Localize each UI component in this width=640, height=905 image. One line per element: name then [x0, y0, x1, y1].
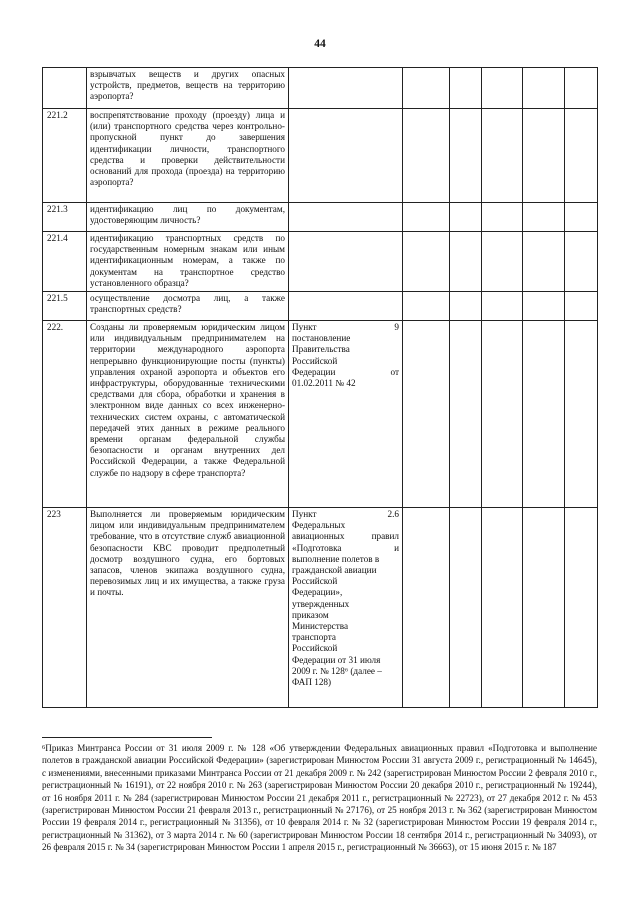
- basis-line: ФАП 128): [292, 677, 332, 688]
- empty-answer-cell: [565, 109, 598, 203]
- empty-answer-cell: [403, 292, 450, 321]
- row-question: взрывчатых веществ и других опасных устройств, предметов, веществ на территорию аэропорта?: [87, 68, 289, 109]
- basis-line: Правительства: [292, 344, 350, 355]
- basis-line: [292, 509, 399, 520]
- basis-line-left: авиационных: [292, 531, 345, 542]
- checklist-table: [42, 67, 598, 708]
- row-legal-basis: [289, 68, 403, 109]
- empty-answer-cell: [450, 292, 482, 321]
- basis-line-right: 9: [394, 322, 399, 332]
- empty-answer-cell: [565, 321, 598, 508]
- footnote-separator: [42, 737, 212, 738]
- basis-line-right: 2.6: [387, 509, 399, 519]
- basis-line-left: Федерации: [292, 366, 336, 377]
- basis-line: Федерации от 31 июля: [292, 654, 381, 665]
- row-number: 222.: [43, 321, 87, 508]
- empty-answer-cell: [403, 321, 450, 508]
- row-question: идентификацию транспортных средств по государственным номерным знакам или иным идентификационным номерам, а также по документам на транспортное средство установленного образца?: [87, 232, 289, 292]
- row-legal-basis: [289, 109, 403, 203]
- table-row: [43, 68, 598, 109]
- empty-answer-cell: [523, 203, 565, 232]
- row-legal-basis: [289, 232, 403, 292]
- row-legal-basis: [289, 292, 403, 321]
- table-row: [43, 232, 598, 292]
- basis-line: [292, 543, 399, 554]
- empty-answer-cell: [450, 68, 482, 109]
- basis-line-left: «Подготовка: [292, 542, 342, 553]
- row-question: осуществление досмотра лиц, а также транспортных средств?: [87, 292, 289, 321]
- empty-answer-cell: [482, 508, 523, 708]
- empty-answer-cell: [450, 321, 482, 508]
- empty-answer-cell: [565, 508, 598, 708]
- empty-answer-cell: [403, 232, 450, 292]
- basis-line-left: Пункт: [292, 509, 317, 519]
- empty-answer-cell: [523, 109, 565, 203]
- row-number: 221.3: [43, 203, 87, 232]
- basis-line: 01.02.2011 № 42: [292, 378, 356, 389]
- table-row: [43, 508, 598, 708]
- empty-answer-cell: [523, 232, 565, 292]
- empty-answer-cell: [482, 321, 523, 508]
- empty-answer-cell: [482, 203, 523, 232]
- table-row: [43, 203, 598, 232]
- row-number: 221.2: [43, 109, 87, 203]
- empty-answer-cell: [523, 321, 565, 508]
- empty-answer-cell: [565, 292, 598, 321]
- table-row: [43, 292, 598, 321]
- row-question: идентификацию лиц по документам, удостоверяющим личность?: [87, 203, 289, 232]
- empty-answer-cell: [523, 292, 565, 321]
- empty-answer-cell: [482, 232, 523, 292]
- empty-answer-cell: [450, 232, 482, 292]
- table-row: [43, 321, 598, 508]
- empty-answer-cell: [565, 232, 598, 292]
- basis-line: Министерства: [292, 621, 349, 632]
- empty-answer-cell: [482, 292, 523, 321]
- empty-answer-cell: [450, 508, 482, 708]
- row-question: воспрепятствование проходу (проезду) лица и (или) транспортного средства через контрольно-пропускной пункт до завершения идентификации личности, транспортного средства и проверки действительности оснований для прохода (проезда) на территорию аэропорта?: [87, 109, 289, 203]
- basis-line: [292, 367, 399, 378]
- empty-answer-cell: [482, 68, 523, 109]
- basis-line: транспорта: [292, 632, 336, 643]
- empty-answer-cell: [523, 508, 565, 708]
- basis-line: выполнение полетов в: [292, 553, 380, 564]
- basis-line-right: и: [394, 542, 399, 553]
- row-question: Выполняется ли проверяемым юридическим лицом или индивидуальным предпринимателем требование, что в отсутствие служб авиационной безопасности КВС проводит предполетный досмотр воздушного судна, его бортовых запасов, членов экипажа воздушного судна, перевозимых лиц и их имущества, а также груза и почты.: [87, 508, 289, 708]
- empty-answer-cell: [403, 109, 450, 203]
- row-legal-basis: [289, 508, 403, 708]
- footnote-marker: 6: [42, 744, 46, 751]
- row-number: 221.4: [43, 232, 87, 292]
- basis-line: утвержденных: [292, 598, 350, 609]
- basis-line: Российской: [292, 576, 338, 587]
- row-legal-basis: [289, 203, 403, 232]
- footnote: [42, 742, 597, 854]
- basis-line: Федерации»,: [292, 587, 343, 598]
- page-number: 44: [314, 38, 326, 50]
- basis-line: Российской: [292, 355, 338, 366]
- empty-answer-cell: [482, 109, 523, 203]
- basis-line: Российской: [292, 643, 338, 654]
- empty-answer-cell: [565, 203, 598, 232]
- basis-line-right: от: [390, 366, 399, 377]
- table-row: [43, 109, 598, 203]
- footnote-text: Приказ Минтранса России от 31 июля 2009 г. № 128 «Об утверждении Федеральных авиационных правил «Подготовка и выполнение полетов в гражданской авиации Российской Федерации» (зарегистрирован Минюстом России 31 августа 2009 г., регистрационный № 14645), с изменениями, внесенными приказами Минтранса России от 21 декабря 2009 г. № 242 (зарегистрирован Минюстом России 2 февраля 2010 г., регистрационный № 16191), от 22 ноября 2010 г. № 263 (зарегистрирован Минюстом России 20 декабря 2010 г., регистрационный № 19244), от 16 ноября 2011 г. № 284 (зарегистрирован Минюстом России 21 декабря 2011 г., регистрационный № 22723), от 27 декабря 2012 г. № 453 (зарегистрирован Минюстом России 21 февраля 2013 г., регистрационный № 27176), от 25 ноября 2013 г. № 362 (зарегистрирован Минюстом России 19 февраля 2014 г., регистрационный № 31356), от 10 февраля 2014 г. № 32 (зарегистрирован Минюстом России 19 февраля 2014 г., регистрационный № 31362), от 3 марта 2014 г. № 60 (зарегистрирован Минюстом России 18 сентября 2014 г., регистрационный № 34093), от 26 февраля 2015 г. № 34 (зарегистрирован Минюстом России 1 апреля 2015 г., регистрационный № 36663), от 15 июня 2015 г. № 187: [42, 743, 597, 853]
- empty-answer-cell: [523, 68, 565, 109]
- basis-line-right: правил: [371, 531, 399, 542]
- empty-answer-cell: [403, 68, 450, 109]
- basis-line: [292, 322, 399, 333]
- empty-answer-cell: [403, 203, 450, 232]
- row-number: 223: [43, 508, 87, 708]
- row-number: 221.5: [43, 292, 87, 321]
- row-legal-basis: [289, 321, 403, 508]
- basis-line: гражданской авиации: [292, 565, 377, 576]
- empty-answer-cell: [565, 68, 598, 109]
- basis-line: Федеральных: [292, 520, 346, 531]
- checklist-rows: [43, 68, 598, 708]
- basis-line: [292, 531, 399, 542]
- empty-answer-cell: [403, 508, 450, 708]
- basis-line: 2009 г. № 128⁶ (далее –: [292, 665, 382, 676]
- row-question: Созданы ли проверяемым юридическим лицом или индивидуальным предпринимателем на территории международного аэропорта непрерывно функционирующие посты (пункты) управления охраной аэропорта и объектов его инфраструктуры, оборудованные техническими средствами для сбора, обработки и хранения в электронном виде данных со всех инженерно-технических систем охраны, с автоматической передачей этих данных в режиме реального времени органам федеральной службы безопасности и органам внутренних дел Российской Федерации, а также Федеральной службе по надзору в сфере транспорта?: [87, 321, 289, 508]
- row-number: [43, 68, 87, 109]
- basis-line-left: Пункт: [292, 322, 317, 332]
- basis-line: приказом: [292, 609, 329, 620]
- empty-answer-cell: [450, 203, 482, 232]
- basis-line: постановление: [292, 333, 351, 344]
- empty-answer-cell: [450, 109, 482, 203]
